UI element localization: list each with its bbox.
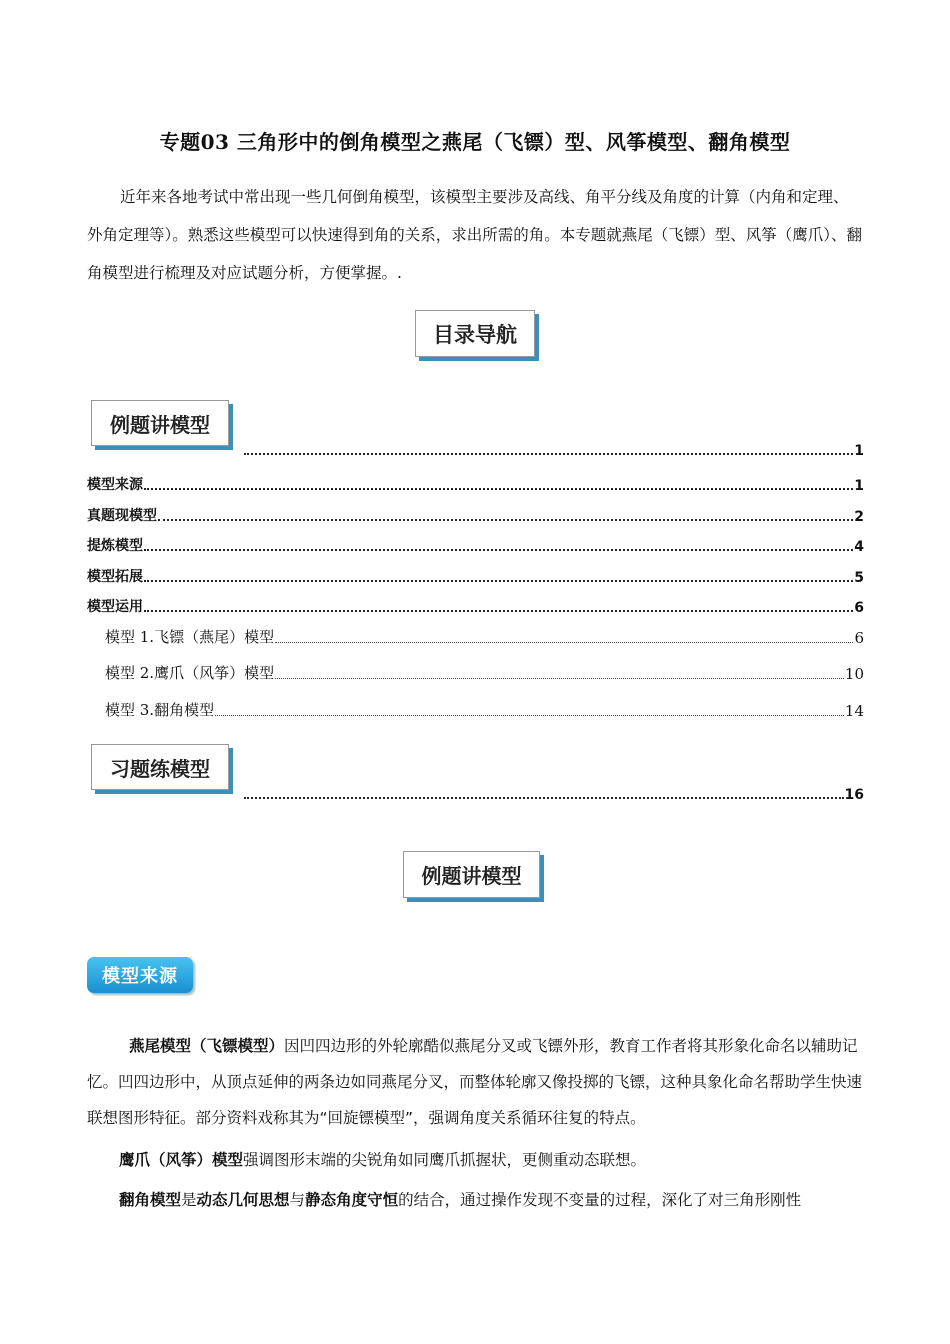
toc-row[interactable] (87, 596, 864, 616)
bold-term: 翻角模型 (119, 1191, 182, 1209)
toc-row-section2[interactable] (243, 787, 864, 803)
toc-leader (144, 549, 853, 551)
toc-page: 6 (854, 629, 864, 647)
bold-term: 燕尾模型（飞镖模型） (129, 1037, 285, 1055)
toc-label: 模型 1.飞镖（燕尾）模型 (105, 628, 275, 646)
toc-row[interactable] (87, 474, 864, 494)
toc-leader (215, 715, 844, 716)
toc-page: 1 (854, 443, 864, 459)
toc-page: 5 (854, 570, 864, 586)
toc-sub-row[interactable] (105, 626, 864, 647)
toc-page: 2 (854, 509, 864, 525)
page-title: 专题03 三角形中的倒角模型之燕尾（飞镖）型、风筝模型、翻角模型 (159, 130, 791, 154)
toc-label: 模型 2.鹰爪（风筝）模型 (105, 664, 275, 682)
paragraph-text: 与 (289, 1191, 306, 1209)
toc-row[interactable] (87, 535, 864, 555)
model-source-badge: 模型来源 (87, 957, 193, 993)
paragraph-eagle-claw (87, 1142, 863, 1178)
toc-label: 提炼模型 (87, 538, 143, 554)
toc-page: 14 (844, 702, 864, 720)
bold-term: 动态几何思想 (196, 1191, 290, 1209)
bold-term: 静态角度守恒 (305, 1191, 399, 1209)
toc-page: 16 (844, 787, 864, 803)
toc-label: 模型运用 (87, 599, 143, 615)
toc-row[interactable] (87, 566, 864, 586)
paragraph-flip-angle (87, 1182, 863, 1218)
toc-label: 真题现模型 (87, 508, 157, 524)
paragraph-text: 是 (181, 1191, 197, 1209)
toc-leader (275, 678, 844, 679)
toc-sub-row[interactable] (105, 699, 864, 720)
intro-paragraph: 近年来各地考试中常出现一些几何倒角模型，该模型主要涉及高线、角平分线及角度的计算（内角和定理、外角定理等）。熟悉这些模型可以快速得到角的关系，求出所需的角。本专题就燕尾（飞镖）型、风筝（鹰爪）、翻角模型进行梳理及对应试题分析，方便掌握。. (87, 188, 863, 282)
section2-badge: 习题练模型 (91, 744, 229, 790)
paragraph-text: 因凹四边形的外轮廓酷似燕尾分叉或飞镖外形，教育工作者将其形象化命名以辅助记忆。凹四边形中，从顶点延伸的两条边如同燕尾分叉，而整体轮廓又像投掷的飞镖，这种具象化命名帮助学生快速联想图形特征。部分资料戏称其为“回旋镖模型”，强调角度关系循环往复的特点。 (87, 1037, 863, 1127)
toc-page: 1 (854, 478, 864, 494)
toc-leader (158, 519, 853, 521)
paragraph-text: 的结合，通过操作发现不变量的过程，深化了对三角形刚性 (398, 1191, 802, 1209)
toc-label: 模型来源 (87, 477, 143, 493)
toc-label: 模型 3.翻角模型 (105, 701, 215, 719)
toc-leader (275, 642, 853, 643)
toc-leader (244, 797, 844, 799)
paragraph-text: 强调图形末端的尖锐角如同鹰爪抓握状，更侧重动态联想。 (243, 1151, 647, 1169)
toc-leader (244, 453, 853, 455)
toc-row[interactable] (87, 505, 864, 525)
bold-term: 鹰爪（风筝）模型 (119, 1151, 244, 1169)
toc-leader (144, 580, 853, 582)
paragraph-swallowtail (87, 1028, 863, 1136)
toc-leader (144, 610, 853, 612)
toc-page: 6 (854, 600, 864, 616)
section-heading-badge: 例题讲模型 (403, 851, 540, 898)
toc-row-section1[interactable] (243, 443, 864, 459)
toc-leader (144, 488, 853, 490)
toc-page: 10 (844, 665, 864, 683)
nav-badge: 目录导航 (415, 310, 535, 357)
toc-page: 4 (854, 539, 864, 555)
toc-sub-row[interactable] (105, 662, 864, 683)
section1-badge: 例题讲模型 (91, 400, 229, 446)
toc-label: 模型拓展 (87, 569, 143, 585)
